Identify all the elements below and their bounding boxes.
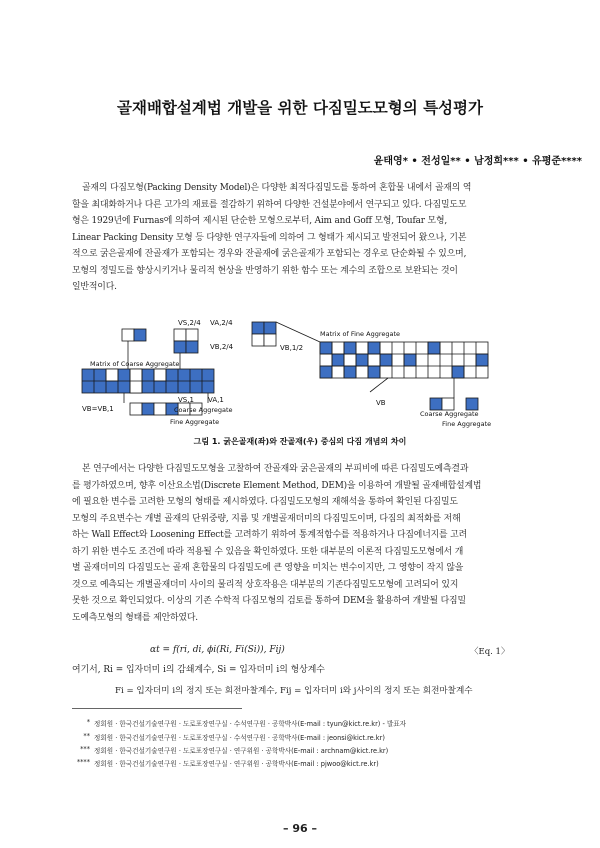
packing-concept-figure [70,312,530,432]
equation-1-label: 〈Eq. 1〉 [470,647,510,657]
paragraph-1-line: 모형의 정밀도를 향상시키거나 물리적 현상을 반영하기 위한 함수 또는 계수의 조합으로 보완되는 것이 [72,265,458,276]
left-label-va1: VA,1 [208,396,224,404]
footnote-mark: ** [83,732,90,740]
footnote-mark: * [86,718,90,726]
paragraph-2-line: 것으로 예측되는 개별골재더미 사이의 물리적 상호작용은 대부분의 기존다짐밀도모형에 고려되어 있지 [72,579,459,590]
left-label-vb2: VB,2/4 [210,343,234,351]
paragraph-2 [72,461,528,626]
paragraph-1-line: 일반적이다. [72,282,117,293]
paragraph-2-line: 에 필요한 변수를 고려한 모형의 형태를 제시하였다. 다짐밀도모형의 재해석을 통하여 확인된 다짐밀도 [72,497,458,508]
page-number: – 96 – [283,822,317,835]
footnote-rule [72,708,242,709]
figure-caption: 그림 1. 굵은골재(좌)와 잔골재(우) 중심의 다짐 개념의 차이 [193,437,407,446]
paragraph-2-line: 본 연구에서는 다양한 다짐밀도모형을 고찰하여 잔골재와 굵은골재의 부피비에 따른 다짐밀도예측결과 [82,464,469,474]
footnote-mark: **** [76,758,90,766]
right-label-matrix: Matrix of Fine Aggregate [320,330,401,338]
left-label-fine: Fine Aggregate [170,418,220,426]
footnote-text: 정회원 · 한국건설기술연구원 · 도로포장연구실 · 수석연구원 · 공학박사(E-mail : jeonsi@kict.re.kr) [94,734,385,742]
where-line-2: Fi = 입자더미 i의 정지 또는 회전마찰계수, Fij = 입자더미 i와 j사이의 정지 또는 회전마찰계수 [115,686,473,696]
paragraph-2-line: 하기 위한 변수도 조건에 따라 적용될 수 있음을 확인하였다. 또한 대부분의 이론적 다짐밀도모형에서 개 [72,546,464,557]
right-label-fine: Fine Aggregate [442,420,492,428]
left-label-matrix: Matrix of Coarse Aggregate [90,360,180,368]
paragraph-1-line: 할을 최대화하거나 다른 고가의 재료를 절감하기 위하여 다양한 건설분야에서 연구되고 있다. 다짐밀도모 [72,199,467,210]
paragraph-2-line: 도예측모형의 형태를 제안하였다. [72,612,198,623]
paragraph-2-line: 모형의 주요변수는 개별 골재의 단위중량, 지름 및 개별골재더미의 다짐밀도이며, 다짐의 최적화를 저해 [72,513,461,524]
paragraph-1-line: 형은 1929년에 Furnas에 의하여 제시된 단순한 모형으로부터, Aim and Goff 모형, Toufar 모형, [72,216,448,227]
paragraph-1-line: 골재의 다짐모형(Packing Density Model)은 다양한 최적다짐밀도를 통하여 혼합물 내에서 골재의 역 [82,183,472,193]
footnote-text: 정회원 · 한국건설기술연구원 · 도로포장연구실 · 연구위원 · 공학박사(E-mail : archnam@kict.re.kr) [94,747,389,755]
paragraph-2-line: 별 골재더미의 다짐밀도는 골재 혼합물의 다짐밀도에 큰 영향을 미치는 변수이지만, 그 영향이 작지 않을 [72,563,464,574]
right-label-vb: VB [376,399,386,407]
paper-title: 골재배합설계법 개발을 위한 다짐밀도모형의 특성평가 [117,99,483,117]
footnote-text: 정회원 · 한국건설기술연구원 · 도로포장연구실 · 연구위원 · 공학박사(E-mail : pjwoo@kict.re.kr) [94,760,379,768]
paragraph-2-line: 못한 것으로 확인되었다. 이상의 기존 수학적 다짐모형의 검토를 통하여 DEM을 활용하여 개발될 다짐밀 [72,596,466,607]
left-label-vs2: VS,2/4 [178,319,201,327]
equation-1: αt = f(ri, di, ϕi(Ri, Fi(Si)), Fij) [150,645,285,655]
left-label-va2: VA,2/4 [210,319,233,327]
author-line: 윤태영* • 전성일** • 남정희*** • 유평준**** [373,156,582,167]
paragraph-1-line: 적으로 굵은골재에 잔골재가 포함되는 경우와 잔골재에 굵은골재가 포함되는 경우로 단순화될 수 있으며, [72,249,467,260]
paragraph-1-line: Linear Packing Density 모형 등 다양한 연구자들에 의하여 그 형태가 제시되고 발전되어 왔으나, 기본 [72,232,467,243]
paragraph-2-line: 를 평가하였으며, 향후 이산요소법(Discrete Element Method, DEM)을 이용하여 개발될 골재배합설계법 [72,480,482,491]
right-label-coarse: Coarse Aggregate [420,410,479,418]
paragraph-1 [72,180,528,296]
left-label-vs1: VS,1 [178,396,194,404]
left-label-vb: VB=VB,1 [82,405,114,413]
footnote-mark: *** [80,745,90,753]
left-diagram [82,329,214,415]
paragraph-2-line: 하는 Wall Effect와 Loosening Effect를 고려하기 위하여 통계적함수를 적용하거나 다짐에너지를 고려 [72,530,467,541]
left-label-coarse: Coarse Aggregate [174,406,233,414]
where-line-1: 여기서, Ri = 입자더미 i의 감쇄계수, Si = 입자더미 i의 형상계수 [72,665,325,675]
right-label-vb1: VB,1/2 [280,344,304,352]
footnote-text: 정회원 · 한국건설기술연구원 · 도로포장연구실 · 수석연구원 · 공학박사(E-mail : tyun@kict.re.kr) - 발표자 [94,720,407,728]
